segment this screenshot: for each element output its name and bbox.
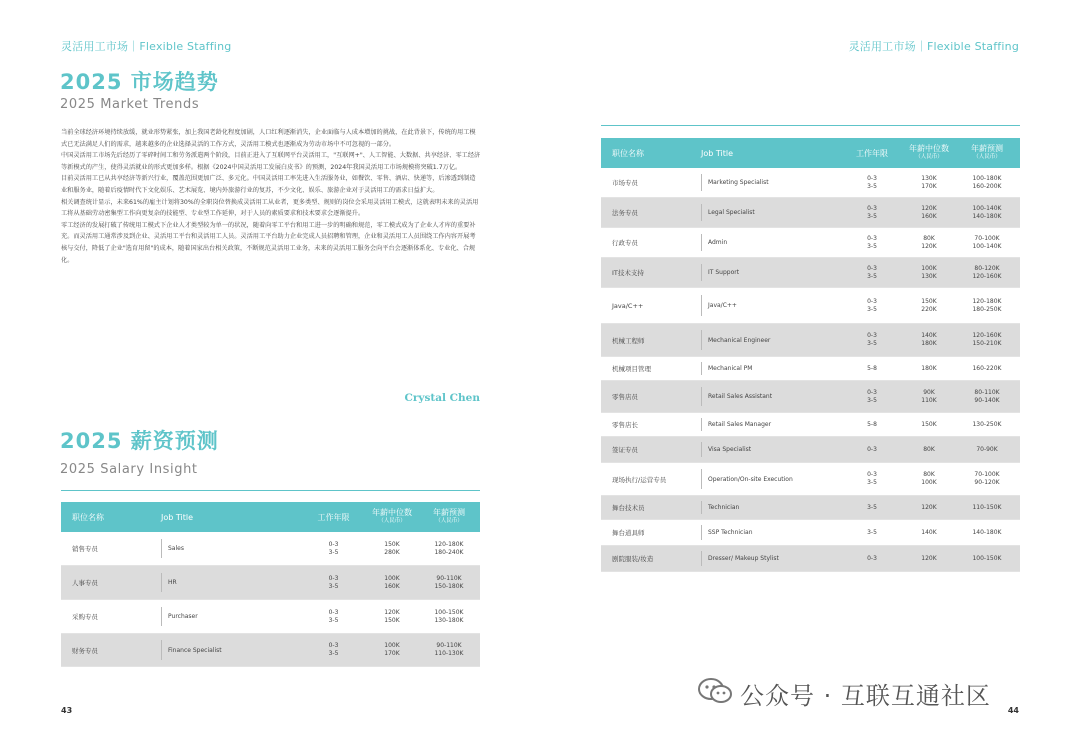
median-salary: [903, 235, 955, 251]
table-row: [601, 381, 1020, 413]
years-experience-line: 0-3: [328, 540, 339, 548]
median-salary-line: 120K: [384, 608, 400, 616]
table-top-rule: [601, 125, 1020, 126]
column-divider: [161, 607, 162, 627]
job-title-en-cell: [161, 600, 301, 633]
job-title-en-cell: [701, 496, 841, 519]
salary-forecast-line: 150-210K: [972, 340, 1002, 347]
job-title-en-cell: [701, 413, 841, 436]
median-salary: [366, 642, 418, 658]
table-row: [61, 600, 480, 634]
job-title-cn: 人事专员: [72, 579, 98, 587]
salary-forecast-line: 140-180K: [972, 212, 1002, 220]
median-salary: [903, 471, 955, 487]
job-title-en-cell: [161, 566, 301, 599]
years-experience-line: 0-3: [328, 574, 339, 582]
years-experience: [301, 642, 366, 658]
job-title-en-cell: [161, 634, 301, 666]
years-experience: [841, 205, 903, 221]
table-row: [601, 168, 1020, 198]
salary-forecast-line: 120-160K: [972, 332, 1002, 339]
salary-forecast: [955, 205, 1019, 221]
running-header-right: 灵活用工市场｜Flexible Staffing: [848, 40, 1019, 53]
median-salary-line: 280K: [384, 548, 400, 556]
median-salary-line: 120K: [921, 503, 937, 511]
column-divider: [161, 539, 162, 559]
median-salary-line: 120K: [921, 204, 937, 212]
salary-forecast-line: 130-180K: [434, 616, 464, 624]
years-experience-line: 5-8: [867, 364, 877, 372]
job-title-en: Purchaser: [168, 613, 198, 620]
median-salary-line: 150K: [384, 540, 400, 548]
job-title-cn: 法务专员: [612, 209, 638, 217]
table-body: [61, 532, 480, 667]
job-title-cn: 零售店长: [612, 421, 638, 429]
salary-forecast: [955, 332, 1019, 348]
salary-forecast: [418, 609, 480, 625]
col-header-median: 年薪中位数 （人民币）: [909, 144, 949, 160]
column-divider: [701, 264, 702, 281]
column-divider: [701, 174, 702, 191]
job-title-en-cell: [701, 463, 841, 495]
section-rule: [61, 490, 480, 491]
job-title-en: Admin: [708, 239, 728, 246]
col-header-forecast: 年薪预测 （人民币）: [433, 508, 465, 524]
median-salary-line: 80K: [923, 234, 935, 242]
table-row: [601, 357, 1020, 381]
years-experience-line: 0-3: [867, 471, 877, 478]
col-header-cn: 职位名称: [72, 512, 104, 522]
median-salary-line: 120K: [921, 242, 937, 250]
table-row: [601, 324, 1020, 357]
table-row: [601, 413, 1020, 437]
median-salary: [366, 575, 418, 591]
years-experience-line: 0-3: [328, 642, 339, 649]
salary-forecast: [955, 555, 1019, 563]
salary-forecast-line: 90-120K: [974, 479, 1000, 486]
median-salary-line: 110K: [921, 396, 937, 404]
salary-forecast: [418, 575, 480, 591]
job-title-en-cell: [701, 228, 841, 257]
salary-forecast-line: 90-110K: [436, 642, 462, 649]
trends-title-cn: 2025 市场趋势: [60, 70, 219, 94]
years-experience-line: 3-5: [867, 340, 877, 347]
watermark: [698, 676, 991, 711]
job-title-en: Sales: [168, 545, 184, 552]
trends-paragraph: 中国灵活用工市场先后经历了零碎时间工和劳务派遣两个阶段，目前正进入了互联网平台灵活用工，"互联网+"、人工智能、大数据、共享经济、零工经济等新模式的产生，使得灵活就业的形式更加多样。根据《2024中国灵活用工发展白皮书》的预测，2024年我国灵活用工市场规模将突破1.7万亿。: [61, 152, 481, 171]
column-divider: [161, 640, 162, 659]
col-header-en: Job Title: [701, 148, 734, 158]
years-experience: [841, 471, 903, 487]
salary-forecast: [955, 235, 1019, 251]
table-row: [601, 546, 1020, 572]
salary-forecast: [955, 298, 1019, 314]
table-row: [601, 437, 1020, 463]
job-title-cn: 采购专员: [72, 613, 98, 621]
median-salary: [903, 421, 955, 429]
trends-paragraph: 零工经济的发展打破了传统用工模式下企业人才类型较为单一的状况，随着向零工平台和用工进一步的明确和规范，零工模式成为了企业人才库的重要补充。而灵活用工通常涉及到企业、灵活用工平台和灵活用工人员。灵活用工平台助力企业完成人员招聘和管理，企业和灵活用工人员围绕工作内容开展考核与交付，降低了企业"选育用留"的成本，随着国家出台相关政策，不断规范灵活用工业务，未来的灵活用工服务会向平台会逐渐体系化、专业化、合规化。: [61, 221, 476, 264]
job-title-en: Legal Specialist: [708, 209, 755, 216]
table-row: [601, 228, 1020, 258]
years-experience-line: 0-3: [867, 554, 877, 562]
median-salary-line: 90K: [923, 388, 935, 396]
salary-forecast-line: 160-220K: [972, 364, 1002, 372]
years-experience: [841, 175, 903, 191]
salary-title-cn: 2025 薪资预测: [60, 429, 219, 453]
column-divider: [701, 551, 702, 566]
job-title-en: Technician: [708, 504, 740, 511]
page-number-right: 44: [1007, 706, 1019, 715]
salary-forecast: [418, 541, 480, 557]
salary-forecast: [955, 365, 1019, 373]
median-salary: [903, 298, 955, 314]
salary-forecast-line: 110-150K: [972, 503, 1002, 511]
median-salary: [903, 446, 955, 454]
salary-forecast-line: 70-100K: [974, 471, 1000, 478]
col-header-forecast: 年薪预测 （人民币）: [971, 144, 1003, 160]
column-divider: [701, 362, 702, 376]
years-experience: [841, 332, 903, 348]
median-salary: [903, 332, 955, 348]
table-header: [61, 502, 480, 532]
salary-forecast-line: 70-90K: [976, 445, 998, 453]
median-salary: [903, 265, 955, 281]
column-divider: [701, 525, 702, 540]
median-salary-line: 140K: [921, 332, 937, 339]
years-experience: [301, 541, 366, 557]
years-experience: [841, 421, 903, 429]
years-experience-line: 0-3: [867, 264, 877, 272]
job-title-cn: 零售店员: [612, 393, 638, 401]
job-title-en-cell: [701, 288, 841, 323]
median-salary: [903, 205, 955, 221]
years-experience-line: 3-5: [867, 242, 877, 250]
job-title-en-cell: [701, 258, 841, 287]
job-title-cn: 销售专员: [72, 545, 98, 553]
column-divider: [701, 234, 702, 251]
job-title-en-cell: [701, 198, 841, 227]
salary-forecast-line: 160-200K: [972, 182, 1002, 190]
median-salary-line: 150K: [921, 297, 937, 305]
author-name: Crystal Chen: [404, 392, 480, 404]
median-salary-line: 130K: [921, 272, 937, 280]
col-header-years: 工作年限: [317, 512, 350, 522]
years-experience-line: 3-5: [328, 616, 339, 624]
median-salary-line: 170K: [384, 650, 400, 657]
years-experience: [841, 504, 903, 512]
job-title-cn: 剧院服装/妆造: [612, 555, 654, 563]
trends-paragraph: 目前灵活用工已从共享经济等新兴行业，覆盖范围更加广泛、多元化。中国灵活用工率先进入生活服务业，如餐饮、零售、酒店、快递等，后渗透到制造业和服务业，随着后疫情时代下文化娱乐、艺术展览、境内外旅游行业的复苏，不少文化、娱乐、旅游企业对于灵活用工的需求日益扩大。: [61, 175, 476, 194]
salary-forecast-line: 100-180K: [972, 174, 1002, 182]
years-experience-line: 3-5: [328, 582, 339, 590]
salary-forecast-line: 90-110K: [436, 574, 462, 582]
salary-forecast-line: 180-250K: [972, 305, 1002, 313]
col-header-en: Job Title: [161, 512, 194, 522]
years-experience-line: 3-5: [328, 650, 339, 657]
salary-forecast-line: 90-140K: [974, 396, 1000, 404]
watermark-text: 公众号 · 互联互通社区: [740, 682, 991, 710]
salary-forecast: [955, 529, 1019, 537]
job-title-en-cell: [701, 357, 841, 380]
median-salary: [903, 529, 955, 537]
years-experience: [841, 298, 903, 314]
median-salary-line: 160K: [384, 582, 400, 590]
years-experience-line: 0-3: [867, 174, 877, 182]
salary-forecast-line: 100-140K: [972, 242, 1002, 250]
column-divider: [701, 330, 702, 349]
column-divider: [701, 442, 702, 457]
job-title-cn: IT技术支持: [612, 269, 644, 277]
column-divider: [701, 204, 702, 221]
col-header-years: 工作年限: [856, 148, 888, 158]
job-title-cn: 现场执行/运营专员: [612, 475, 667, 484]
median-salary-line: 130K: [921, 174, 937, 182]
years-experience: [841, 235, 903, 251]
table-row: [61, 566, 480, 600]
job-title-en: IT Support: [708, 269, 740, 276]
job-title-cn: 行政专员: [612, 239, 638, 247]
years-experience-line: 0-3: [867, 297, 877, 305]
job-title-en: Visa Specialist: [708, 446, 752, 453]
job-title-en: Marketing Specialist: [708, 179, 769, 186]
median-salary: [903, 555, 955, 563]
table-body: [601, 168, 1020, 572]
years-experience: [841, 389, 903, 405]
job-title-en: Operation/On-site Execution: [708, 475, 793, 483]
job-title-cn: 舞台技术员: [612, 504, 645, 512]
median-salary: [366, 609, 418, 625]
median-salary-line: 100K: [384, 574, 400, 582]
right-page: [540, 0, 1080, 737]
years-experience-line: 0-3: [867, 234, 877, 242]
trends-paragraph: 当前全球经济环境持续放缓，就业形势紧张，加上我国老龄化程度加剧，人口红利逐渐消失，企业面临与人成本增加的挑战，在此背景下，传统的用工模式已无法满足人们的需求，越来越多的企业选择灵活的工作方式，灵活用工模式也逐渐成为劳动市场中不可忽视的一部分。: [61, 129, 476, 148]
job-title-cn: 签证专员: [612, 446, 638, 454]
running-header-left: 灵活用工市场｜Flexible Staffing: [61, 40, 232, 53]
salary-table-left: [61, 502, 480, 667]
table-row: [601, 463, 1020, 496]
salary-forecast: [955, 421, 1019, 429]
years-experience-line: 3-5: [328, 548, 339, 556]
median-salary-line: 180K: [921, 364, 937, 372]
salary-forecast-line: 180-240K: [434, 548, 464, 556]
job-title-en: Mechanical Engineer: [708, 336, 771, 344]
median-salary-line: 160K: [921, 212, 937, 220]
job-title-en: SSP Technician: [708, 529, 753, 536]
salary-forecast: [955, 265, 1019, 281]
salary-forecast-line: 120-180K: [972, 297, 1002, 305]
job-title-en-cell: [161, 532, 301, 565]
table-row: [601, 520, 1020, 546]
wechat-icon: [698, 677, 732, 711]
job-title-en-cell: [701, 520, 841, 545]
years-experience-line: 3-5: [867, 528, 877, 536]
job-title-en-cell: [701, 381, 841, 412]
median-salary: [903, 389, 955, 405]
trends-paragraph: 相关调查统计显示，未来61%的雇主计划将30%的全职岗位替换成灵活用工从业者，更多类型、规则的岗位会采用灵活用工模式，这就表明未来的灵活用工将从基础劳动密集型工作向更复杂的技能型、专业型工作延伸，对于人员的素质要求和技术要求会逐渐提升。: [61, 198, 479, 218]
years-experience: [301, 609, 366, 625]
years-experience-line: 0-3: [328, 608, 339, 616]
salary-forecast-line: 100-150K: [434, 608, 464, 616]
salary-forecast: [955, 504, 1019, 512]
salary-forecast-line: 100-140K: [972, 204, 1002, 212]
job-title-en: Mechanical PM: [708, 365, 753, 372]
years-experience-line: 3-5: [867, 503, 877, 511]
median-salary-line: 100K: [921, 479, 937, 486]
salary-forecast-line: 80-110K: [974, 388, 1000, 396]
column-divider: [701, 418, 702, 432]
table-row: [61, 532, 480, 566]
years-experience-line: 3-5: [867, 182, 877, 190]
years-experience-line: 3-5: [867, 212, 877, 220]
median-salary-line: 80K: [923, 471, 935, 478]
median-salary: [366, 541, 418, 557]
job-title-en-cell: [701, 324, 841, 356]
job-title-en: Retail Sales Manager: [708, 421, 772, 428]
salary-forecast-line: 100-150K: [972, 554, 1002, 562]
years-experience-line: 3-5: [867, 305, 877, 313]
years-experience: [841, 265, 903, 281]
median-salary-line: 140K: [921, 528, 937, 536]
column-divider: [701, 501, 702, 515]
years-experience: [841, 446, 903, 454]
salary-forecast-line: 120-160K: [972, 272, 1002, 280]
median-salary-line: 150K: [384, 616, 400, 624]
page-number-left: 43: [61, 706, 73, 715]
salary-forecast: [955, 446, 1019, 454]
trends-body: [61, 127, 481, 266]
salary-forecast: [418, 642, 480, 658]
trends-title-en: 2025 Market Trends: [60, 97, 200, 112]
column-divider: [701, 469, 702, 488]
years-experience-line: 0-3: [867, 445, 877, 453]
job-title-cn: 机械工程师: [612, 336, 645, 345]
years-experience-line: 5-8: [867, 420, 877, 428]
salary-forecast: [955, 175, 1019, 191]
years-experience-line: 0-3: [867, 332, 877, 339]
salary-forecast-line: 120-180K: [434, 540, 464, 548]
job-title-cn: Java/C++: [612, 301, 644, 310]
years-experience-line: 0-3: [867, 388, 877, 396]
job-title-en: HR: [168, 579, 177, 586]
years-experience-line: 3-5: [867, 272, 877, 280]
salary-table-right: [601, 138, 1020, 572]
years-experience: [301, 575, 366, 591]
salary-forecast: [955, 389, 1019, 405]
years-experience-line: 3-5: [867, 396, 877, 404]
column-divider: [701, 387, 702, 406]
table-row: [601, 288, 1020, 324]
median-salary-line: 100K: [921, 264, 937, 272]
median-salary: [903, 504, 955, 512]
job-title-cn: 财务专员: [72, 646, 98, 655]
median-salary-line: 180K: [921, 340, 937, 347]
table-header: [601, 138, 1020, 168]
salary-title-en: 2025 Salary Insight: [60, 462, 198, 477]
years-experience: [841, 529, 903, 537]
years-experience: [841, 365, 903, 373]
median-salary: [903, 175, 955, 191]
salary-forecast-line: 150-180K: [434, 582, 464, 590]
salary-forecast-line: 130-250K: [972, 420, 1002, 428]
col-header-median: 年薪中位数 （人民币）: [372, 508, 412, 524]
salary-forecast: [955, 471, 1019, 487]
job-title-cn: 市场专员: [612, 179, 638, 187]
median-salary-line: 150K: [921, 420, 937, 428]
years-experience-line: 0-3: [867, 204, 877, 212]
salary-forecast-line: 110-130K: [434, 650, 464, 657]
salary-forecast-line: 140-180K: [972, 528, 1002, 536]
median-salary-line: 220K: [921, 305, 937, 313]
salary-forecast-line: 70-100K: [974, 234, 1000, 242]
job-title-cn: 舞台道具师: [612, 529, 645, 537]
salary-forecast-line: 80-120K: [974, 264, 1000, 272]
job-title-en: Java/C++: [708, 302, 737, 309]
median-salary: [903, 365, 955, 373]
table-row: [601, 198, 1020, 228]
job-title-en-cell: [701, 546, 841, 571]
column-divider: [701, 295, 702, 316]
years-experience-line: 3-5: [867, 479, 877, 486]
table-row: [601, 258, 1020, 288]
median-salary-line: 80K: [923, 445, 935, 453]
years-experience: [841, 555, 903, 563]
col-header-cn: 职位名称: [612, 148, 644, 158]
job-title-en: Retail Sales Assistant: [708, 393, 773, 400]
job-title-en: Dresser/ Makeup Stylist: [708, 555, 779, 562]
table-row: [601, 496, 1020, 520]
job-title-en: Finance Specialist: [168, 646, 222, 654]
job-title-cn: 机械项目管理: [612, 365, 651, 373]
job-title-en-cell: [701, 168, 841, 197]
median-salary-line: 170K: [921, 182, 937, 190]
table-row: [61, 634, 480, 667]
column-divider: [161, 573, 162, 593]
job-title-en-cell: [701, 437, 841, 462]
median-salary-line: 120K: [921, 554, 937, 562]
median-salary-line: 100K: [384, 642, 400, 649]
